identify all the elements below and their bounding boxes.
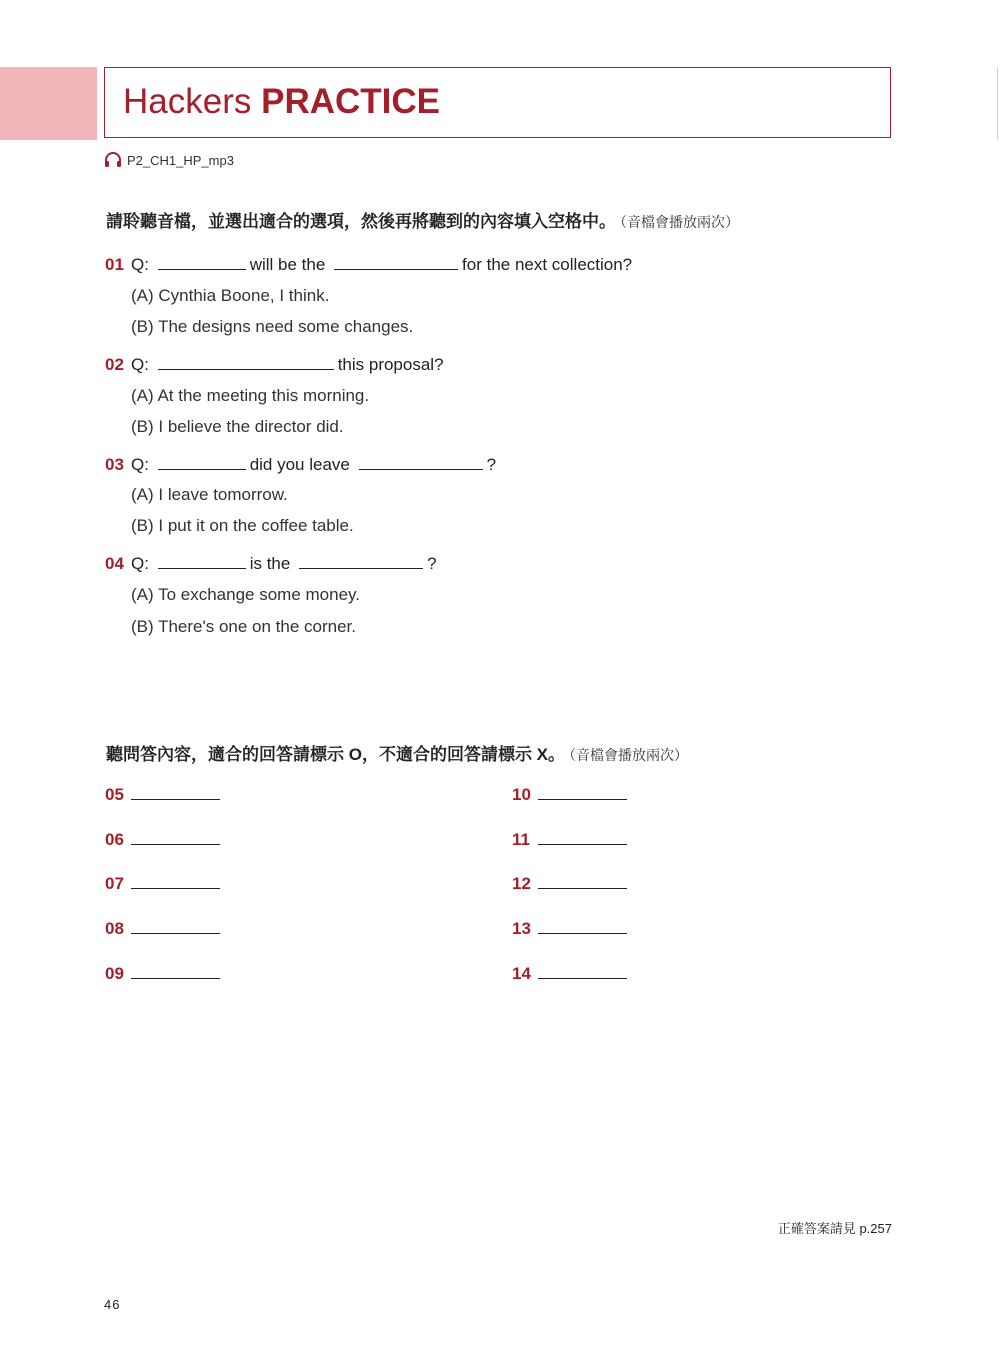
answer-blank[interactable]: [131, 872, 220, 889]
section2-instruction: [106, 740, 688, 765]
answer-blank[interactable]: [131, 962, 220, 979]
answer-blank[interactable]: [334, 253, 458, 270]
answer-blank[interactable]: [158, 552, 246, 569]
title-bold: PRACTICE: [261, 82, 441, 121]
answer-row-13: [512, 917, 631, 940]
q-label: Q:: [131, 455, 149, 474]
header-accent-tab: [0, 67, 97, 140]
question-number: 03: [105, 455, 124, 474]
option-b[interactable]: (B) I believe the director did.: [131, 417, 344, 436]
answer-blank[interactable]: [158, 453, 246, 470]
answer-blank[interactable]: [538, 783, 627, 800]
q-label: Q:: [131, 355, 149, 374]
option-b[interactable]: (B) I put it on the coffee table.: [131, 516, 354, 535]
section2-instruction-text: 聽問答內容，適合的回答請標示 O，不適合的回答請標示 X。: [106, 745, 566, 764]
q-text: this proposal?: [337, 355, 444, 374]
answer-row-05: [105, 783, 224, 806]
q-text: for the next collection?: [462, 255, 633, 274]
answer-blank[interactable]: [131, 917, 220, 934]
answer-number: 14: [512, 964, 531, 983]
q-text: ?: [486, 455, 497, 474]
audio-track[interactable]: [104, 152, 234, 168]
answer-blank[interactable]: [299, 552, 423, 569]
answer-row-07: [105, 872, 224, 895]
answer-row-10: [512, 783, 631, 806]
question-03: [105, 453, 496, 476]
option-a[interactable]: (A) I leave tomorrow.: [131, 485, 288, 504]
answer-row-06: [105, 828, 224, 851]
section1-instruction: [106, 207, 739, 232]
page-number: 46: [104, 1297, 121, 1312]
answer-blank[interactable]: [538, 828, 627, 845]
section2-note: （音檔會播放兩次）: [569, 747, 689, 763]
option-b[interactable]: (B) The designs need some changes.: [131, 317, 414, 336]
answer-blank[interactable]: [131, 828, 220, 845]
option-a[interactable]: (A) Cynthia Boone, I think.: [131, 286, 330, 305]
audio-file-name: P2_CH1_HP_mp3: [127, 152, 234, 168]
q-label: Q:: [131, 255, 149, 274]
q-label: Q:: [131, 554, 149, 573]
title-light: Hackers: [123, 82, 252, 121]
answer-row-09: [105, 962, 224, 985]
answer-blank[interactable]: [158, 353, 334, 370]
answer-number: 13: [512, 919, 531, 938]
question-number: 01: [105, 255, 124, 274]
option-a[interactable]: (A) To exchange some money.: [131, 585, 360, 604]
question-02: [105, 353, 444, 376]
answer-number: 10: [512, 785, 531, 804]
question-number: 04: [105, 554, 124, 573]
headphones-icon: [104, 152, 122, 168]
answer-row-11: [512, 828, 631, 851]
answer-blank[interactable]: [131, 783, 220, 800]
answer-blank[interactable]: [538, 962, 627, 979]
q-text: is the: [249, 554, 291, 573]
answer-row-12: [512, 872, 631, 895]
question-04: [105, 552, 437, 575]
question-01: [105, 253, 632, 276]
answer-number: 12: [512, 874, 531, 893]
section1-instruction-text: 請聆聽音檔，並選出適合的選項，然後再將聽到的內容填入空格中。: [106, 212, 616, 231]
question-number: 02: [105, 355, 124, 374]
q-text: ?: [427, 554, 437, 573]
option-b[interactable]: (B) There's one on the corner.: [131, 617, 357, 636]
answer-number: 08: [105, 919, 124, 938]
option-a[interactable]: (A) At the meeting this morning.: [131, 386, 370, 405]
answer-blank[interactable]: [538, 917, 627, 934]
section1-note: （音檔會播放兩次）: [620, 214, 739, 230]
page-title: [123, 82, 440, 122]
q-text: will be the: [249, 255, 326, 274]
answer-blank[interactable]: [359, 453, 483, 470]
answer-row-14: [512, 962, 631, 985]
edge-rule: [997, 67, 998, 140]
answer-number: 06: [105, 830, 124, 849]
answer-row-08: [105, 917, 224, 940]
answer-number: 11: [512, 830, 530, 849]
answer-number: 07: [105, 874, 124, 893]
q-text: did you leave: [249, 455, 350, 474]
answer-number: 09: [105, 964, 124, 983]
answer-blank[interactable]: [538, 872, 627, 889]
answer-reference: 正確答案請見 p.257: [777, 1221, 892, 1236]
answer-blank[interactable]: [158, 253, 246, 270]
title-box: [104, 67, 891, 138]
answer-number: 05: [105, 785, 124, 804]
